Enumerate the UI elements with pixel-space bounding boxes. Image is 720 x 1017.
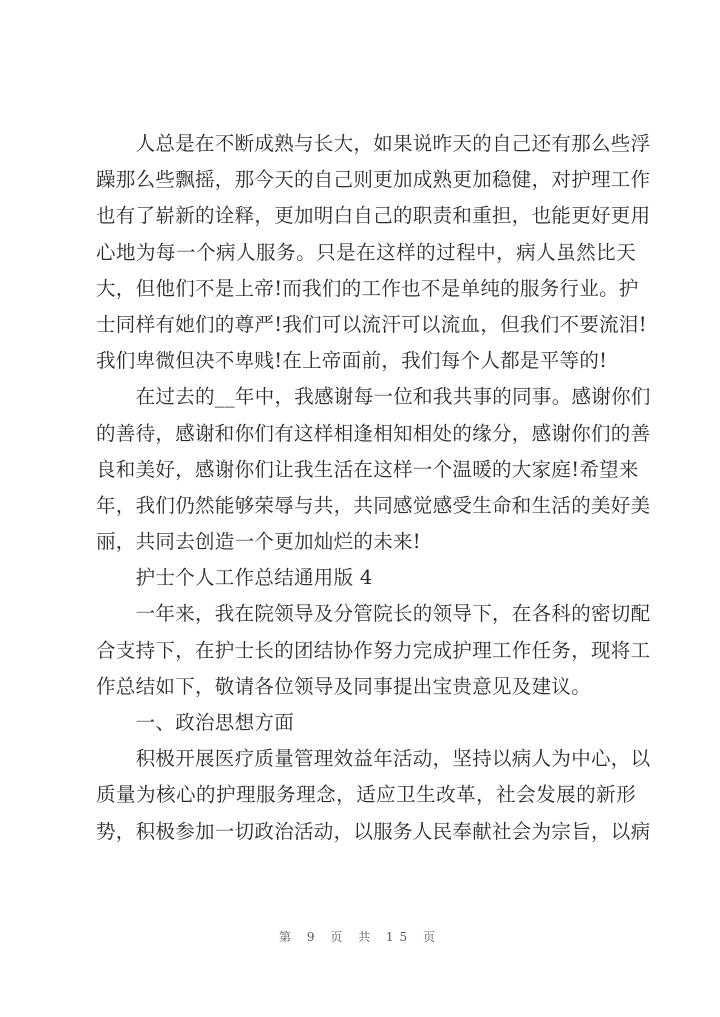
text-line: 躁那么些飘摇，那今天的自己则更加成熟更加稳健，对护理工作 <box>96 168 651 192</box>
text-line: 作总结如下，敬请各位领导及同事提出宝贵意见及建议。 <box>96 674 592 698</box>
text-line: 质量为核心的护理服务理念，适应卫生改革，社会发展的新形 <box>96 783 636 807</box>
text-line: 积极开展医疗质量管理效益年活动，坚持以病人为中心，以 <box>96 747 651 771</box>
text-line: 士同样有她们的尊严!我们可以流汗可以流血，但我们不要流泪! <box>96 312 647 336</box>
text-line: 势，积极参加一切政治活动，以服务人民奉献社会为宗旨，以病 <box>96 819 651 843</box>
subsection-heading: 一、政治思想方面 <box>96 711 295 734</box>
text-line: 人总是在不断成熟与长大，如果说昨天的自己还有那么些浮 <box>96 132 651 155</box>
text-line: 我们卑微但决不卑贱!在上帝面前，我们每个人都是平等的! <box>96 349 608 373</box>
text-line: 一年来，我在院领导及分管院长的领导下，在各科的密切配 <box>96 602 651 626</box>
text-line: 心地为每一个病人服务。只是在这样的过程中，病人虽然比天 <box>96 240 636 264</box>
text-line: 年，我们仍然能够荣辱与共，共同感觉感受生命和生活的美好美 <box>96 493 651 517</box>
text-line: 也有了崭新的诠释，更加明白自己的职责和重担，也能更好更用 <box>96 204 651 228</box>
text-line: 在过去的__年中，我感谢每一位和我共事的同事。感谢你们 <box>96 385 651 409</box>
text-line: 良和美好，感谢你们让我生活在这样一个温暖的大家庭!希望来 <box>96 457 639 481</box>
page-footer: 第 9 页 共 15 页 <box>279 930 441 944</box>
text-line: 的善待，感谢和你们有这样相逢相知相处的缘分，感谢你们的善 <box>96 421 651 445</box>
text-line: 合支持下，在护士长的团结协作努力完成护理工作任务，现将工 <box>96 638 651 662</box>
section-heading: 护士个人工作总结通用版 4 <box>96 566 373 590</box>
text-line: 丽，共同去创造一个更加灿烂的未来! <box>96 530 421 554</box>
text-line: 大，但他们不是上帝!而我们的工作也不是单纯的服务行业。护 <box>96 276 639 300</box>
body-text <box>96 126 651 850</box>
